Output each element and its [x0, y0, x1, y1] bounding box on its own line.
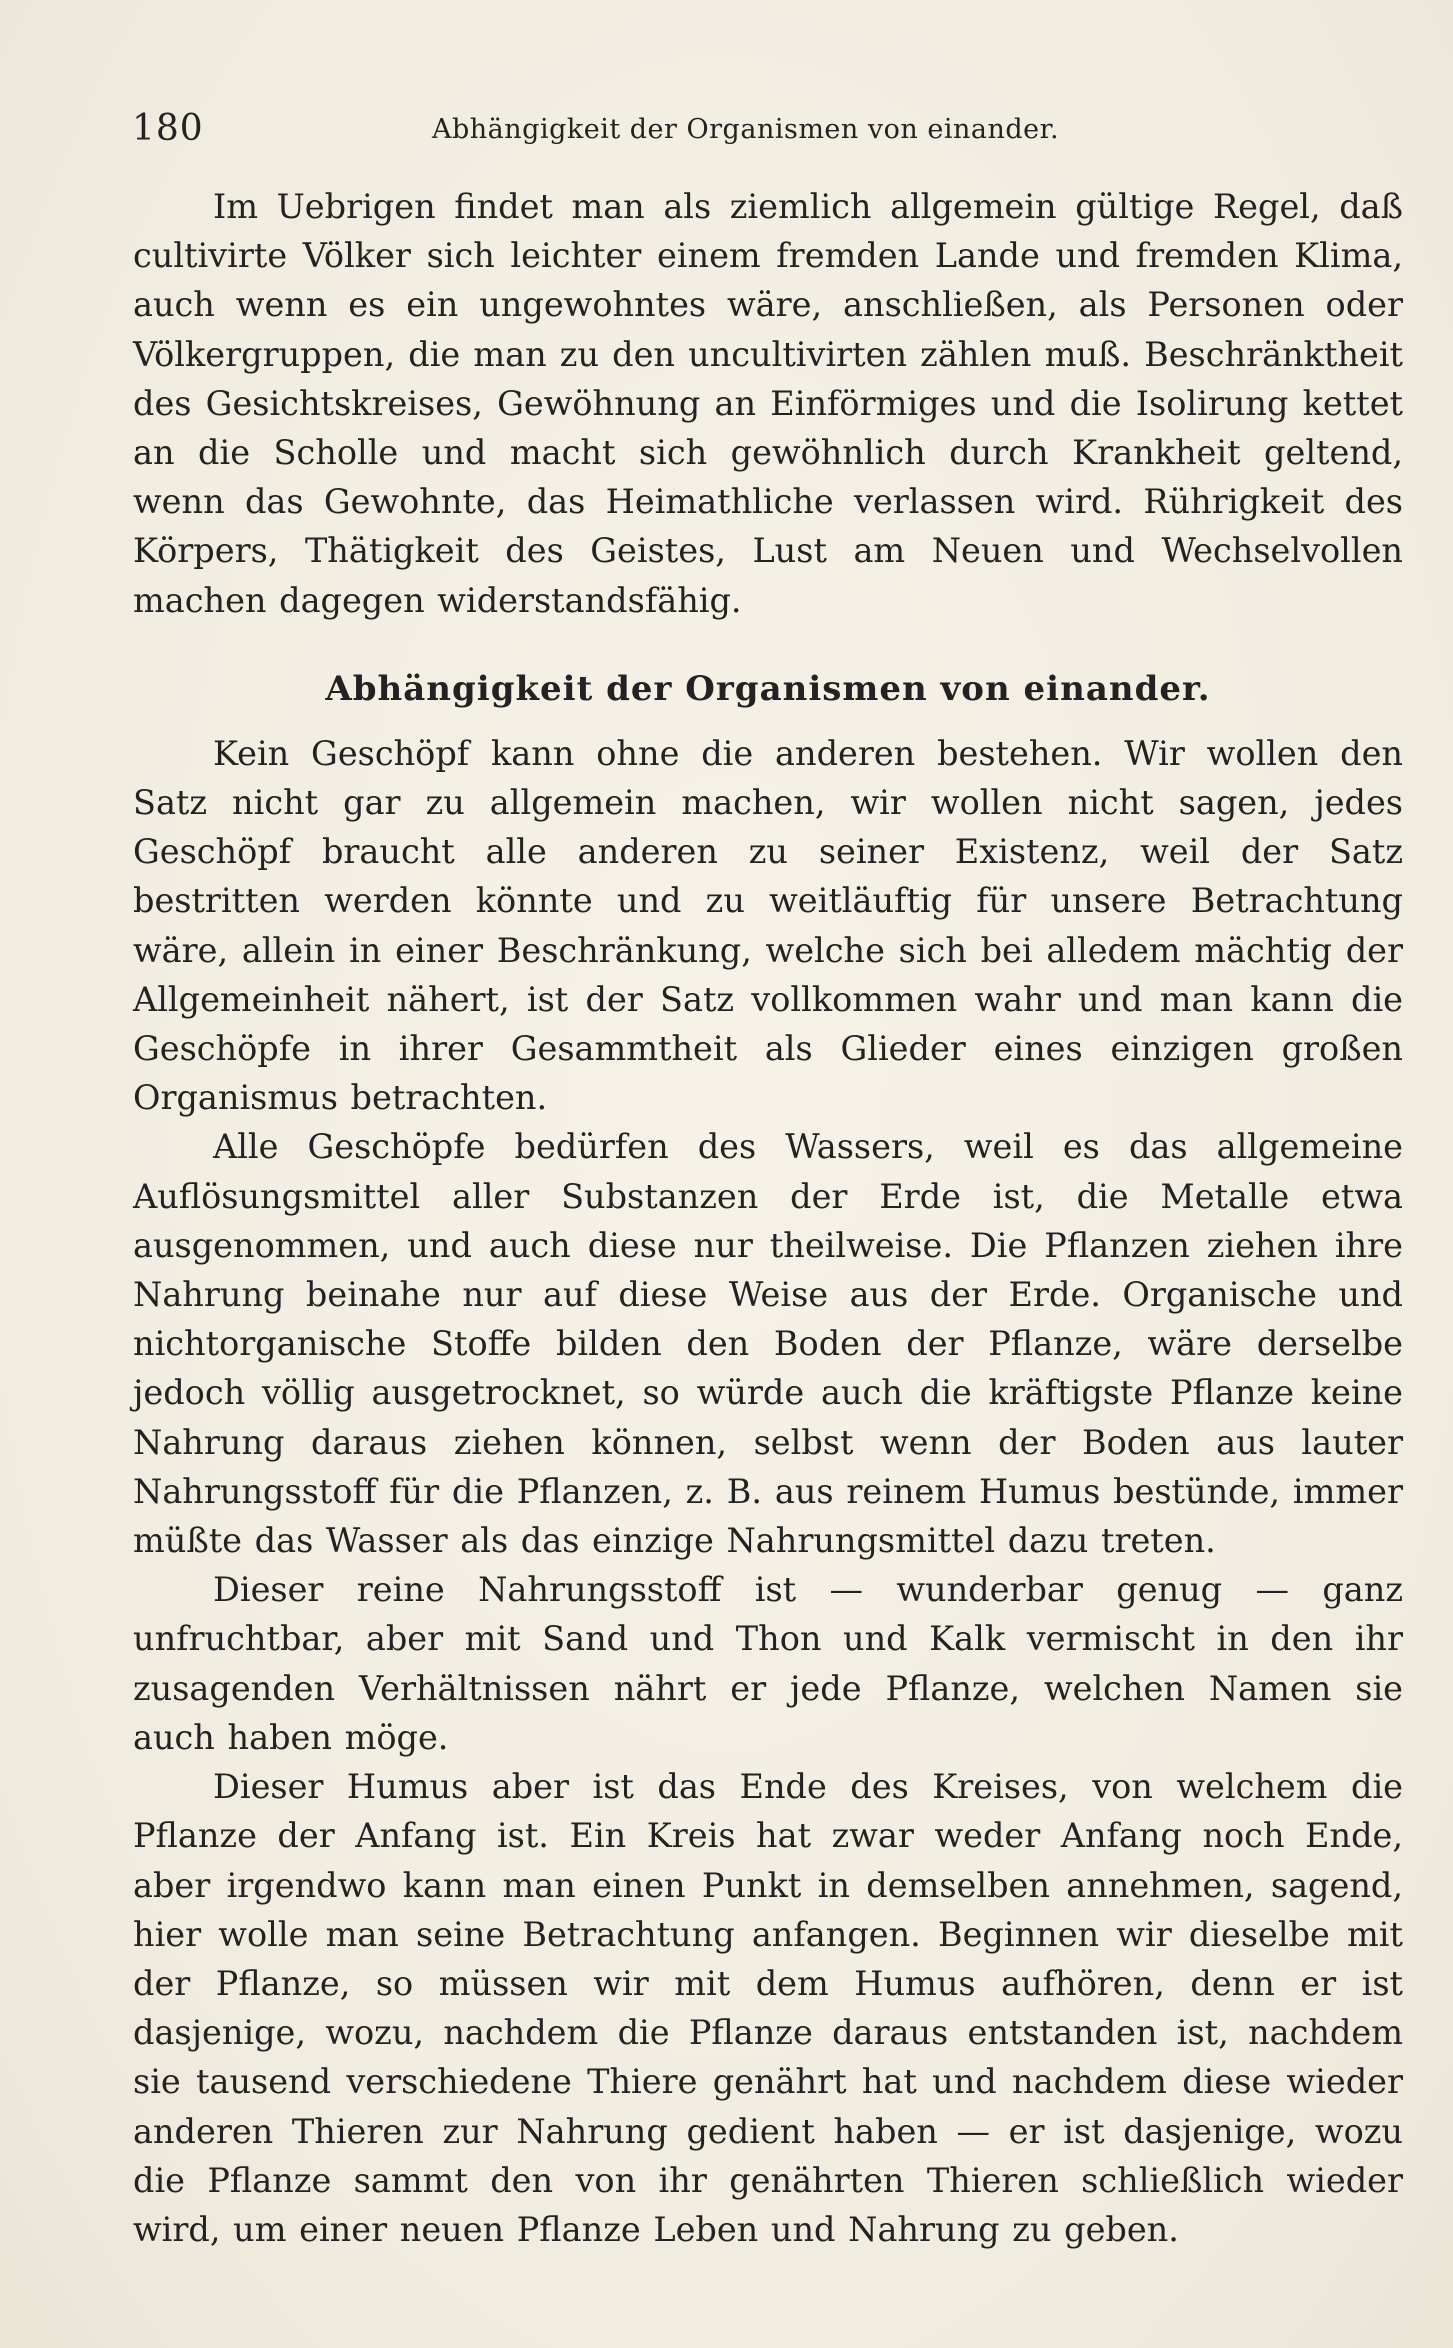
- section-heading: Abhängigkeit der Organismen von einander.: [325, 668, 1211, 709]
- body-paragraph-3: Dieser reine Nahrungsstoff ist — wunderbar genug — ganz unfruchtbar, aber mit Sand und Thon und Kalk vermischt in den ihr zusagenden Verhältnissen nährt er jede Pflanze, welchen Namen sie auch haben möge.: [133, 1570, 1403, 1757]
- body-paragraph-1: Kein Geschöpf kann ohne die anderen bestehen. Wir wollen den Satz nicht gar zu allgemein machen, wir wollen nicht sagen, jedes Geschöpf braucht alle anderen zu seiner Existenz, weil der Satz bestritten werden könnte und zu weitläuftig für unsere Betrachtung wäre, allein in einer Beschränkung, welche sich bei alledem mächtig der Allgemeinheit nähert, ist der Satz vollkommen wahr und man kann die Geschöpfe in ihrer Gesammtheit als Glieder eines einzigen großen Organismus betrachten.: [133, 733, 1403, 1118]
- page-number: 180: [132, 108, 204, 149]
- page-header: [132, 108, 1312, 158]
- page-body: [133, 182, 1403, 2254]
- body-paragraph-2: Alle Geschöpfe bedürfen des Wassers, weil es das allgemeine Auflösungsmittel aller Substanzen der Erde ist, die Metalle etwa ausgenommen, und auch diese nur theilweise. Die Pflanzen ziehen ihre Nahrung beinahe nur auf diese Weise aus der Erde. Organische und nichtorganische Stoffe bilden den Boden der Pflanze, wäre derselbe jedoch völlig ausgetrocknet, so würde auch die kräftigste Pflanze keine Nahrung daraus ziehen können, selbst wenn der Boden aus lauter Nahrungsstoff für die Pflanzen, z. B. aus reinem Humus bestünde, immer müßte das Wasser als das einzige Nahrungsmittel dazu treten.: [133, 1127, 1403, 1561]
- body-paragraph-4: Dieser Humus aber ist das Ende des Kreises, von welchem die Pflanze der Anfang ist. Ein Kreis hat zwar weder Anfang noch Ende, aber irgendwo kann man einen Punkt in demselben annehmen, sagend, hier wolle man seine Betrachtung anfangen. Beginnen wir dieselbe mit der Pflanze, so müssen wir mit dem Humus aufhören, denn er ist dasjenige, wozu, nachdem die Pflanze daraus entstanden ist, nachdem sie tausend verschiedene Thiere genährt hat und nachdem diese wieder anderen Thieren zur Nahrung gedient haben — er ist dasjenige, wozu die Pflanze sammt den von ihr genährten Thieren schließlich wieder wird, um einer neuen Pflanze Leben und Nahrung zu geben.: [133, 1767, 1403, 2249]
- intro-paragraph: Im Uebrigen findet man als ziemlich allgemein gültige Regel, daß cultivirte Völker sich leichter einem fremden Lande und fremden Klima, auch wenn es ein ungewohntes wäre, anschließen, als Personen oder Völkergruppen, die man zu den uncultivirten zählen muß. Beschränktheit des Gesichtskreises, Gewöhnung an Einförmiges und die Isolirung kettet an die Scholle und macht sich gewöhnlich durch Krankheit geltend, wenn das Gewohnte, das Heimathliche verlassen wird. Rührigkeit des Körpers, Thätigkeit des Geistes, Lust am Neuen und Wechselvollen machen dagegen widerstandsfähig.: [133, 187, 1403, 620]
- running-head: Abhängigkeit der Organismen von einander.: [432, 114, 1060, 145]
